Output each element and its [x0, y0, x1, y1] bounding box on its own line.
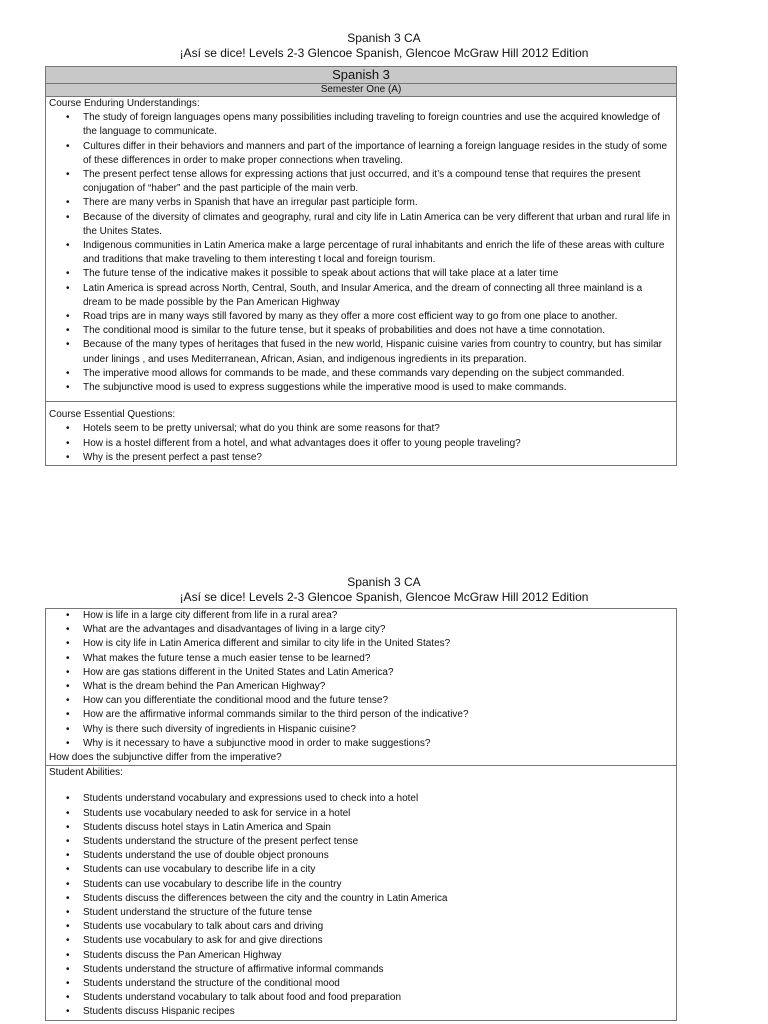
textbook-title: ¡Así se dice! Levels 2-3 Glencoe Spanish, Glencoe McGraw Hill 2012 Edition: [179, 46, 589, 60]
enduring-understanding-item: • The future tense of the indicative makes it possible to speak about actions that will take place at a later time: [83, 267, 673, 281]
essential-questions-section: [46, 402, 676, 465]
student-abilities-section: [46, 766, 676, 1019]
enduring-understanding-item: • There are many verbs in Spanish that have an irregular past participle form.: [83, 196, 673, 210]
essential-questions-label: Course Essential Questions:: [49, 409, 176, 421]
essential-question-item: • What are the advantages and disadvantages of living in a large city?: [83, 623, 673, 637]
course-title: Spanish 3 CA: [347, 575, 421, 589]
essential-question-item: • How is city life in Latin America different and similar to city life in the United States?: [83, 637, 673, 651]
enduring-understanding-item: • The present perfect tense allows for expressing actions that just occurred, and it’s a compound tense that requires the present conjugation of “haber” and the past participle of the main verb.: [83, 168, 673, 196]
enduring-understanding-item: • The subjunctive mood is used to express suggestions while the imperative mood is used to make commands.: [83, 381, 673, 395]
enduring-understandings-list: [49, 111, 673, 401]
student-ability-item: • Students use vocabulary to talk about cars and driving: [83, 920, 673, 934]
student-abilities-list: [49, 792, 673, 1019]
enduring-understanding-item: • Indigenous communities in Latin America make a large percentage of rural inhabitants and enrich the life of these areas with culture and traditions that make traveling to them interesting t local and foreign tourism.: [83, 239, 673, 267]
table-title: Spanish 3: [46, 67, 676, 84]
student-ability-item: • Student understand the structure of the future tense: [83, 906, 673, 920]
essential-question-item: • Why is the present perfect a past tense?: [83, 451, 673, 465]
textbook-title: ¡Así se dice! Levels 2-3 Glencoe Spanish, Glencoe McGraw Hill 2012 Edition: [179, 590, 589, 604]
enduring-understanding-item: • Because of the many types of heritages that fused in the new world, Hispanic cuisine varies from country to country, but has similar under linings , and uses Mediterranean, African, Asian, and indigenous ingredients in its preparation.: [83, 338, 673, 366]
enduring-understanding-item: • The conditional mood is similar to the future tense, but it speaks of probabilities and does not have a time connotation.: [83, 324, 673, 338]
student-ability-item: • Students discuss Hispanic recipes: [83, 1005, 673, 1019]
essential-question-item: • How is a hostel different from a hotel, and what advantages does it offer to young people traveling?: [83, 437, 673, 451]
enduring-understanding-item: • Road trips are in many ways still favored by many as they offer a more cost efficient way to go from one place to another.: [83, 310, 673, 324]
enduring-understanding-item: • Because of the diversity of climates and geography, rural and city life in Latin America can be very different that urban and rural life in the Unites States.: [83, 211, 673, 239]
trailing-question: How does the subjunctive differ from the imperative?: [49, 752, 282, 764]
curriculum-table-1: [45, 66, 677, 466]
student-ability-item: • Students understand vocabulary to talk about food and food preparation: [83, 991, 673, 1005]
enduring-understanding-item: • Latin America is spread across North, Central, South, and Insular America, and the dream of connecting all three mainland is a dream to be made possible by the Pan American Highway: [83, 282, 673, 310]
student-ability-item: • Students discuss the Pan American Highway: [83, 949, 673, 963]
essential-question-item: • How are gas stations different in the United States and Latin America?: [83, 666, 673, 680]
student-ability-item: • Students use vocabulary to ask for and give directions: [83, 934, 673, 948]
student-abilities-label: Student Abilities:: [49, 767, 123, 779]
essential-question-item: • Why is it necessary to have a subjunctive mood in order to make suggestions?: [83, 737, 673, 751]
student-ability-item: • Students understand the structure of the conditional mood: [83, 977, 673, 991]
enduring-understanding-item: • Cultures differ in their behaviors and manners and part of the importance of learning a foreign language resides in the study of some of these differences in order to make proper connections when traveling.: [83, 140, 673, 168]
curriculum-table-2: [45, 608, 677, 1021]
essential-questions-list: [49, 422, 673, 465]
essential-question-item: • How is life in a large city different from life in a rural area?: [83, 609, 673, 623]
student-ability-item: • Students understand the structure of affirmative informal commands: [83, 963, 673, 977]
enduring-understanding-item: • The imperative mood allows for commands to be made, and these commands vary depending on the subject commanded.: [83, 367, 673, 381]
student-ability-item: • Students understand the use of double object pronouns: [83, 849, 673, 863]
student-ability-item: • Students discuss hotel stays in Latin America and Spain: [83, 821, 673, 835]
enduring-understandings-section: [46, 97, 676, 402]
page-header-2: [0, 575, 768, 605]
student-ability-item: • Students understand vocabulary and expressions used to check into a hotel: [83, 792, 673, 806]
semester-label: Semester One (A): [46, 84, 676, 97]
essential-question-item: • Hotels seem to be pretty universal; what do you think are some reasons for that?: [83, 422, 673, 436]
essential-question-item: • What is the dream behind the Pan American Highway?: [83, 680, 673, 694]
student-ability-item: • Students can use vocabulary to describe life in the country: [83, 878, 673, 892]
enduring-understanding-item: • The study of foreign languages opens many possibilities including traveling to foreign countries and use the acquired knowledge of the language to communicate.: [83, 111, 673, 139]
essential-question-item: • How can you differentiate the conditional mood and the future tense?: [83, 694, 673, 708]
student-ability-item: • Students can use vocabulary to describe life in a city: [83, 863, 673, 877]
essential-questions-continued-section: [46, 609, 676, 766]
enduring-understandings-label: Course Enduring Understandings:: [49, 98, 200, 109]
student-ability-item: • Students use vocabulary needed to ask for service in a hotel: [83, 807, 673, 821]
essential-questions-list: [49, 609, 673, 751]
essential-question-item: • What makes the future tense a much easier tense to be learned?: [83, 652, 673, 666]
page-header-1: [0, 31, 768, 61]
student-ability-item: • Students discuss the differences between the city and the country in Latin America: [83, 892, 673, 906]
essential-question-item: • How are the affirmative informal commands similar to the third person of the indicative?: [83, 708, 673, 722]
course-title: Spanish 3 CA: [347, 31, 421, 45]
essential-question-item: • Why is there such diversity of ingredients in Hispanic cuisine?: [83, 723, 673, 737]
student-ability-item: • Students understand the structure of the present perfect tense: [83, 835, 673, 849]
